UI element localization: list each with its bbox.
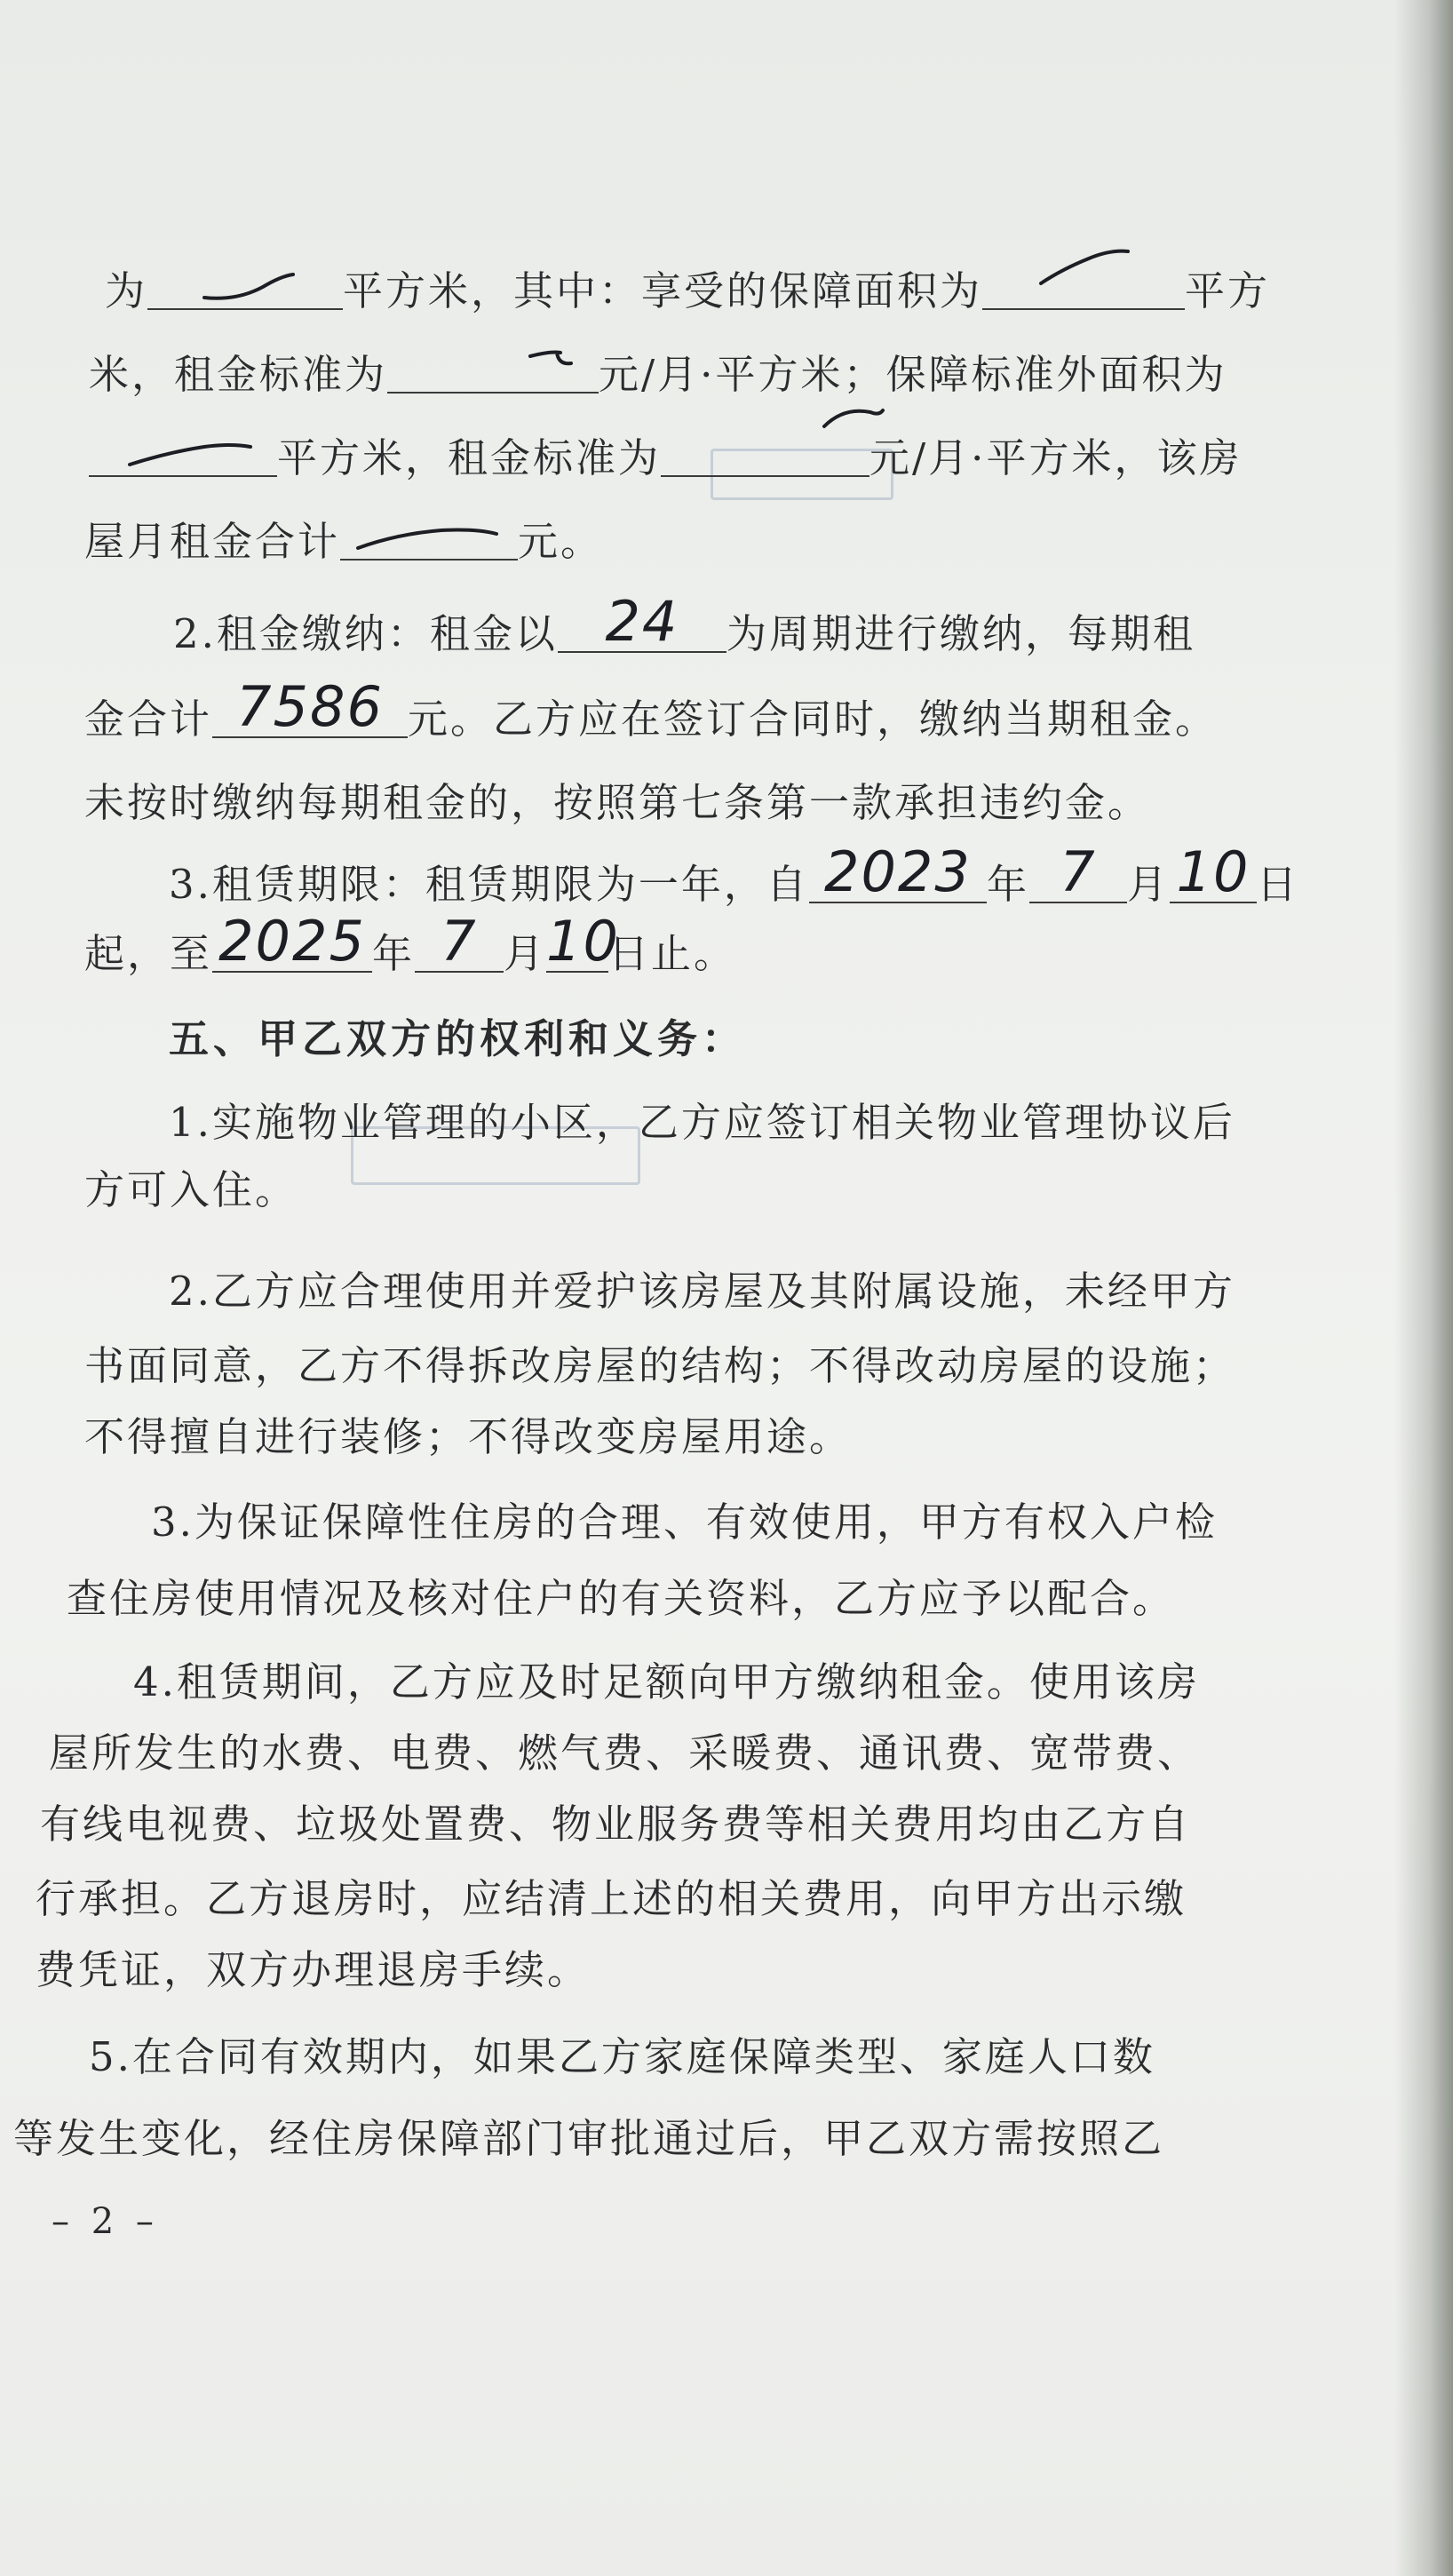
text-line: 不得擅自进行装修；不得改变房屋用途。 — [84, 1413, 853, 1460]
blank-field — [982, 269, 1185, 310]
text-line: 1.实施物业管理的小区，乙方应签订相关物业管理协议后 — [169, 1099, 1235, 1146]
text-line: 3.租赁期限：租赁期限为一年，自 2023 年 7 月 10 日 — [169, 839, 1299, 908]
handwritten-value: 2025 — [218, 909, 366, 974]
handwritten-value: 7586 — [236, 674, 384, 739]
handwritten-dash — [201, 271, 298, 306]
text-line: 未按时缴纳每期租金的，按照第七条第一款承担违约金。 — [84, 779, 1151, 826]
blank-field — [212, 674, 408, 739]
blank-field — [340, 520, 518, 561]
text-line: 查住房使用情况及核对住户的有关资料，乙方应予以配合。 — [67, 1575, 1176, 1622]
handwritten-value: 10 — [1176, 839, 1251, 904]
text-line: 2.租金缴纳：租金以 24 为周期进行缴纳，每期租 — [173, 589, 1195, 657]
handwritten-value: 7 — [441, 909, 478, 974]
blank-field — [387, 353, 599, 394]
text-line: 平方米，租金标准为 元/月·平方米，该房 — [89, 433, 1242, 483]
text-line: 书面同意，乙方不得拆改房屋的结构；不得改动房屋的设施； — [84, 1342, 1236, 1389]
handwritten-dash — [353, 521, 504, 557]
blank-field — [415, 909, 504, 974]
text-line: 为 平方米，其中：享受的保障面积为 平方 — [105, 266, 1270, 316]
text-line: 方可入住。 — [84, 1166, 298, 1213]
blank-field — [809, 839, 987, 904]
text-line: 3.为保证保障性住房的合理、有效使用，甲方有权入户检 — [151, 1499, 1218, 1546]
handwritten-value: 10 — [546, 909, 620, 974]
blank-field — [546, 909, 620, 974]
text-line: 有线电视费、垃圾处置费、物业服务费等相关费用均由乙方自 — [40, 1801, 1192, 1848]
blank-field — [147, 269, 343, 310]
blank-field — [89, 436, 277, 477]
text-line: 起，至 2025 年 7 月 10 日止。 — [84, 909, 737, 977]
text-line: 费凭证，双方办理退房手续。 — [36, 1946, 591, 1993]
text-line: 4.租赁期间，乙方应及时足额向甲方缴纳租金。使用该房 — [133, 1658, 1200, 1705]
handwritten-value: 7 — [1060, 839, 1097, 904]
text-line: 米，租金标准为 元/月·平方米；保障标准外面积为 — [89, 350, 1227, 400]
blank-field — [1170, 839, 1257, 904]
handwritten-dash — [525, 347, 596, 383]
text-line: 金合计 7586 元。乙方应在签订合同时，缴纳当期租金。 — [84, 674, 1219, 743]
blank-field — [558, 589, 726, 654]
handwritten-dash — [124, 438, 258, 473]
handwritten-value: 2023 — [824, 839, 972, 904]
blank-field — [212, 909, 372, 974]
page-number: – 2 – — [52, 2201, 159, 2242]
handwritten-value: 24 — [605, 589, 679, 654]
text-line: 屋所发生的水费、电费、燃气费、采暖费、通讯费、宽带费、 — [49, 1729, 1201, 1777]
text-line: 5.在合同有效期内，如果乙方家庭保障类型、家庭人口数 — [89, 2033, 1155, 2080]
blank-field — [1029, 839, 1127, 904]
handwritten-dash — [1036, 242, 1133, 292]
text-line: 2.乙方应合理使用并爱护该房屋及其附属设施，未经甲方 — [169, 1268, 1235, 1315]
text-line: 等发生变化，经住房保障部门审批通过后，甲乙双方需按照乙 — [13, 2115, 1165, 2162]
page-edge-shadow — [1394, 0, 1453, 2576]
text-line: 行承担。乙方退房时，应结清上述的相关费用，向甲方出示缴 — [36, 1875, 1187, 1922]
text-line: 屋月租金合计 元。 — [84, 518, 604, 565]
section-heading: 五、甲乙双方的权利和义务： — [169, 1015, 747, 1062]
blank-field — [661, 436, 869, 477]
